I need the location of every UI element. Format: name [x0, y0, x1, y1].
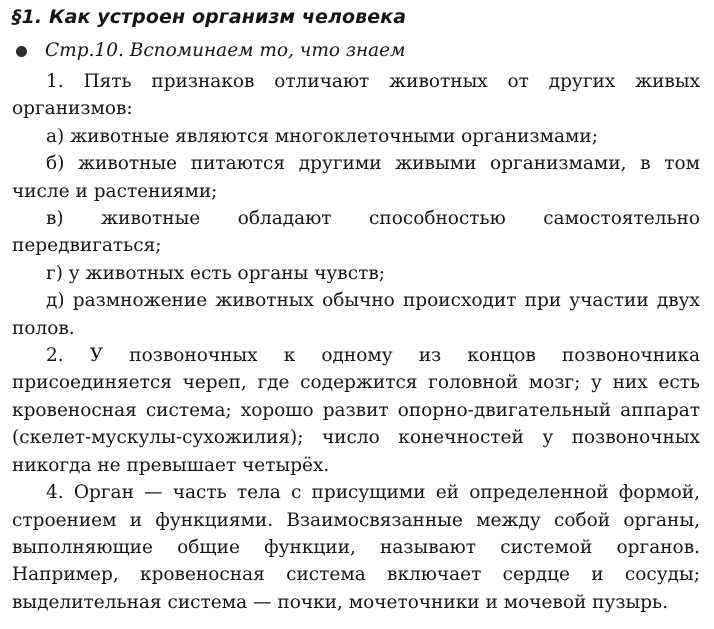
answer-1-item-c: в) животные обладают способностью самостоятельно передвигаться;	[12, 208, 700, 257]
answer-1-item-e: д) размножение животных обычно происходит при участии двух полов.	[12, 290, 700, 339]
subheading	[12, 38, 700, 64]
answer-1-intro: 1. Пять признаков отличают животных от других живых организмов:	[12, 71, 700, 120]
subheading-label: Стр.10. Вспоминаем то, что знаем	[45, 40, 406, 61]
answer-1-item-d: г) у животных есть органы чувств;	[46, 262, 385, 284]
answer-4: 4. Орган — часть тела с присущими ей определенной формой, строением и функциями. Взаимосвязанные между собой органы, выполняющие общие функции, называют системой органов. Например, кровеносная система включает сердце и сосуды; выделительная система — почки, мочеточники и мочевой пузырь.	[12, 482, 700, 613]
answer-1-item-a: а) животные являются многоклеточными организмами;	[46, 125, 598, 147]
section-title: §1. Как устроен организм человека	[12, 6, 407, 28]
bullet-icon	[16, 46, 27, 57]
answer-1-item-b: б) животные питаются другими живыми организмами, в том числе и растениями;	[12, 153, 700, 202]
answer-2: 2. У позвоночных к одному из концов позвоночника присоединяется череп, где содержится головной мозг; у них есть кровеносная система; хорошо развит опорно-двигательный аппарат (скелет-мускулы-сухожилия); число конечностей у позвоночных никогда не превышает четырёх.	[12, 345, 700, 476]
